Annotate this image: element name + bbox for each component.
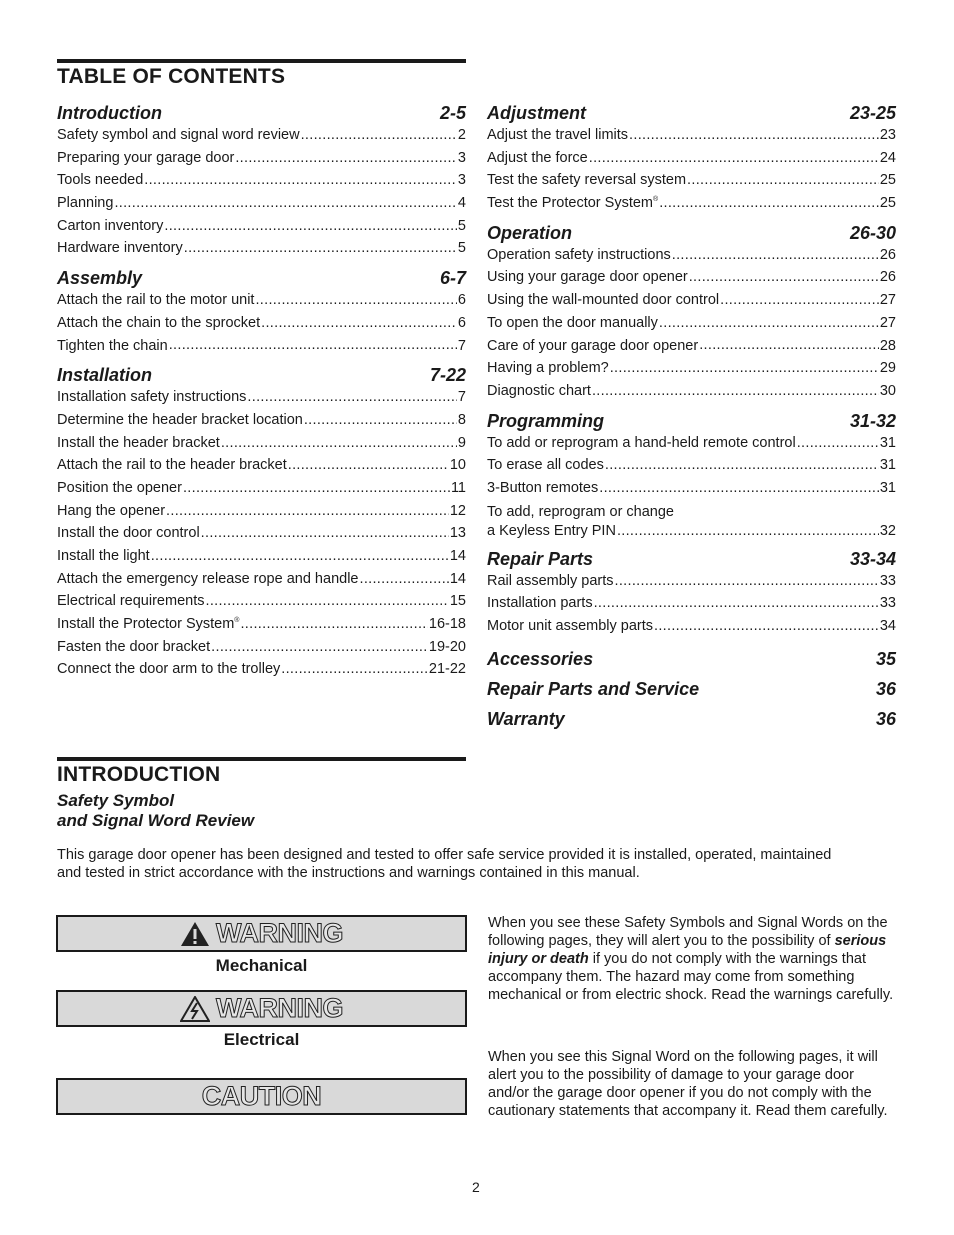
toc-leader-dots [151, 545, 449, 568]
toc-leader-dots [659, 312, 879, 335]
page-number: 2 [472, 1179, 480, 1195]
toc-left-column [57, 102, 466, 683]
toc-section-name: Installation [57, 365, 153, 386]
toc-entry-title [487, 357, 609, 380]
toc-entry-title-text: Attach the emergency release rope and handle [57, 570, 359, 587]
toc-entry-page: 8 [457, 411, 466, 428]
toc-section-pages: 2-5 [439, 103, 466, 123]
toc-section-name: Repair Parts [487, 548, 594, 569]
toc-entry[interactable] [57, 590, 466, 613]
intro-subtitle-line2: and Signal Word Review [57, 811, 255, 830]
toc-entry-page: 32 [879, 522, 896, 539]
toc-leader-dots [589, 147, 879, 170]
toc-entry-title [487, 477, 598, 500]
electric-shock-icon [180, 996, 210, 1022]
toc-entry-page: 4 [457, 195, 466, 212]
toc-entry-title [487, 289, 719, 312]
toc-section-heading[interactable] [487, 222, 896, 244]
toc-leader-dots [261, 312, 457, 335]
toc-entry-title [487, 380, 591, 403]
toc-entry-page: 7 [457, 389, 466, 406]
toc-entry[interactable] [57, 432, 466, 455]
toc-leader-dots [183, 477, 450, 500]
toc-leader-dots [255, 289, 456, 312]
toc-entry-page: 14 [449, 570, 466, 587]
toc-entry-page: 23 [879, 127, 896, 143]
toc-entry-page: 15 [449, 593, 466, 610]
toc-leader-dots [359, 568, 448, 591]
toc-entry-title [57, 312, 260, 335]
toc-leader-dots [144, 169, 457, 192]
toc-entry-page: 31 [879, 434, 896, 451]
toc-entry-title [57, 613, 239, 636]
toc-entry-title-text: Using the wall-mounted door control [487, 292, 720, 309]
toc-leader-dots [166, 500, 449, 523]
toc-entry-title-text: Attach the rail to the motor unit [57, 292, 255, 309]
toc-entry-page: 33 [879, 572, 896, 589]
toc-entry-title-text: Test the safety reversal system [487, 172, 687, 189]
toc-entry-title [487, 615, 653, 638]
toc-entry-title [57, 500, 165, 523]
toc-leader-dots [629, 124, 879, 147]
toc-entry-title [487, 454, 604, 477]
toc-entry-title [57, 568, 358, 591]
toc-leader-dots [594, 592, 879, 615]
toc-entry[interactable] [487, 615, 896, 638]
toc-section-pages: 23-25 [849, 103, 896, 123]
toc-entry[interactable] [57, 192, 466, 215]
toc-leader-dots [247, 386, 457, 409]
toc-entry-title [57, 477, 182, 500]
toc-section [487, 222, 896, 405]
toc-entry[interactable] [487, 503, 896, 541]
toc-entry[interactable] [57, 454, 466, 477]
toc-entry-title-text: Rail assembly parts [487, 572, 614, 589]
toc-entry[interactable] [487, 357, 896, 380]
toc-section-name: Repair Parts and Service [487, 678, 700, 699]
toc-section-name: Accessories [487, 648, 594, 669]
toc-entry-title-text: Install the light [57, 548, 150, 564]
toc-entry-title-text: To erase all codes [487, 457, 604, 474]
mechanical-label: Mechanical [215, 956, 308, 975]
toc-section [487, 102, 896, 217]
toc-leader-dots [689, 266, 879, 289]
toc-entry-title-text: Install the door control [57, 525, 200, 542]
toc-entry[interactable] [487, 266, 896, 289]
toc-section-name: Adjustment [487, 103, 586, 123]
toc-entry-title [487, 147, 588, 170]
toc-leader-dots [699, 335, 879, 358]
toc-entry-title [487, 592, 593, 615]
toc-entry-page: 10 [449, 457, 466, 474]
toc-entry[interactable] [57, 477, 466, 500]
toc-leader-dots [288, 454, 449, 477]
toc-section-heading[interactable] [57, 267, 466, 289]
toc-leader-dots [221, 432, 457, 455]
toc-entry[interactable] [57, 568, 466, 591]
toc-entry[interactable] [487, 570, 896, 593]
toc-leader-dots [672, 244, 879, 267]
toc-entry-page: 29 [879, 360, 896, 377]
caution-label: CAUTION [201, 1081, 322, 1111]
toc-section-pages: 35 [875, 648, 896, 669]
toc-entry-page: 25 [879, 172, 896, 189]
toc-entry-title [487, 312, 658, 335]
toc-section [487, 548, 896, 640]
toc-entry-title-text: Motor unit assembly parts [487, 618, 654, 634]
toc-entry-title-text: Test the Protector System [487, 195, 654, 212]
toc-entry-title-text: Position the opener [57, 479, 182, 496]
toc-entry-title [57, 386, 246, 409]
toc-entry-page: 25 [879, 195, 896, 212]
toc-section-heading[interactable] [487, 648, 896, 670]
toc-top-rule [57, 59, 466, 63]
toc-entry-page: 2 [457, 127, 466, 143]
toc-entry-title-text: Diagnostic chart [487, 382, 591, 399]
toc-entry-title-text: Safety symbol and signal word review [57, 127, 300, 143]
toc-entry-title-text: To add or reprogram a hand-held remote control [487, 434, 796, 451]
toc-leader-dots [281, 658, 428, 681]
toc-section [487, 410, 896, 543]
toc-entry[interactable] [487, 432, 896, 455]
warning-mechanical-label: WARNING [216, 918, 343, 948]
toc-entry-title [57, 636, 210, 659]
toc-entry[interactable] [487, 312, 896, 335]
toc-entry-title-text: Determine the header bracket location [57, 411, 303, 428]
toc-entry-title [487, 244, 671, 267]
intro-subtitle [57, 791, 254, 831]
toc-entry-title [57, 192, 113, 215]
explain-p1-emphasis: serious injury or death [488, 933, 887, 967]
toc-entry-page: 13 [449, 525, 466, 542]
toc-entry[interactable] [57, 289, 466, 312]
toc-entry-title-text: Attach the chain to the sprocket [57, 314, 261, 331]
toc-leader-dots [114, 192, 456, 215]
intro-title: INTRODUCTION [57, 763, 221, 786]
toc-section-name: Assembly [57, 268, 143, 289]
toc-entry-title [487, 124, 628, 147]
toc-entry[interactable] [57, 312, 466, 335]
toc-entry-title [487, 192, 658, 215]
toc-entry[interactable] [57, 658, 466, 681]
toc-entry-page: 6 [457, 314, 466, 331]
toc-entry-title-text: Hang the opener [57, 502, 166, 519]
toc-leader-dots [169, 335, 457, 358]
toc-leader-dots [617, 521, 879, 541]
toc-section-heading[interactable] [487, 678, 896, 700]
toc-entry-title [487, 266, 688, 289]
toc-entry[interactable] [487, 124, 896, 147]
toc-entry[interactable] [57, 545, 466, 568]
toc-entry-title-text: Care of your garage door opener [487, 337, 699, 354]
toc-section-pages: 31-32 [849, 410, 896, 431]
toc-entry-page: 34 [879, 618, 896, 634]
toc-entry-title-text: Hardware inventory [57, 240, 183, 257]
toc-entry-line2 [487, 521, 896, 541]
toc-leader-dots [164, 215, 457, 238]
warning-triangle-icon [180, 921, 210, 947]
warning-mechanical-box [56, 915, 467, 952]
toc-entry[interactable] [57, 335, 466, 358]
toc-entry[interactable] [487, 289, 896, 312]
intro-top-rule [57, 757, 466, 761]
toc-leader-dots [592, 380, 879, 403]
toc-entry-page: 27 [879, 292, 896, 309]
toc-section-heading[interactable] [487, 708, 896, 730]
toc-entry-page: 30 [879, 382, 896, 399]
warning-electrical-box [56, 990, 467, 1027]
toc-entry[interactable] [487, 335, 896, 358]
toc-entry-title [57, 215, 163, 238]
toc-leader-dots [211, 636, 428, 659]
toc-entry-page: 31 [879, 479, 896, 496]
toc-leader-dots [615, 570, 879, 593]
toc-leader-dots [201, 522, 449, 545]
toc-entry-page: 28 [879, 337, 896, 354]
toc-section-pages: 36 [875, 678, 896, 699]
toc-entry-page: 5 [457, 240, 466, 257]
toc-entry-page: 14 [449, 548, 466, 564]
toc-entry-title [57, 454, 287, 477]
toc-entry-title [487, 432, 796, 455]
toc-entry-title [57, 522, 200, 545]
registered-mark: ® [653, 196, 659, 204]
toc-entry-title [57, 237, 183, 260]
toc-entry[interactable] [487, 169, 896, 192]
toc-section-heading[interactable] [487, 410, 896, 432]
toc-section-pages: 36 [875, 708, 896, 729]
caution-box [56, 1078, 467, 1115]
toc-leader-dots [797, 432, 879, 455]
toc-entry[interactable] [57, 636, 466, 659]
toc-entry-title-text: Install the Protector System [57, 616, 235, 633]
toc-entry-title-text: Using your garage door opener [487, 269, 688, 286]
toc-entry-title [57, 169, 143, 192]
toc-entry-title [57, 545, 150, 568]
toc-entry-title-text: Installation parts [487, 595, 593, 612]
toc-entry-title-text: Fasten the door bracket [57, 638, 211, 655]
toc-leader-dots [240, 613, 427, 636]
toc-entry-title [57, 432, 220, 455]
toc-leader-dots [720, 289, 879, 312]
toc-entry[interactable] [57, 215, 466, 238]
toc-leader-dots [599, 477, 879, 500]
toc-section [487, 648, 896, 670]
toc-entry-page: 31 [879, 457, 896, 474]
toc-entry[interactable] [57, 169, 466, 192]
electrical-label: Electrical [223, 1030, 300, 1049]
toc-entry-title [57, 658, 280, 681]
toc-entry[interactable] [487, 454, 896, 477]
warning-electrical-label: WARNING [216, 993, 343, 1023]
toc-section-pages: 26-30 [849, 222, 896, 243]
toc-section [57, 364, 466, 683]
toc-entry-page: 33 [879, 595, 896, 612]
toc-leader-dots [184, 237, 457, 260]
toc-leader-dots [235, 147, 457, 170]
toc-section [57, 102, 466, 262]
toc-entry[interactable] [487, 147, 896, 170]
toc-section-pages: 6-7 [439, 268, 466, 289]
toc-entry-title-text: Electrical requirements [57, 593, 205, 610]
toc-section-heading[interactable] [57, 102, 466, 124]
toc-entry-title-text: Tools needed [57, 172, 144, 189]
toc-leader-dots [659, 192, 879, 215]
toc-entry-page: 5 [457, 217, 466, 234]
intro-subtitle-line1: Safety Symbol [57, 791, 175, 810]
toc-entry[interactable] [57, 522, 466, 545]
toc-entry[interactable] [57, 237, 466, 260]
toc-entry-title-line1: To add, reprogram or change [487, 503, 674, 520]
toc-entry-title-text: Adjust the travel limits [487, 127, 629, 143]
toc-entry[interactable] [57, 409, 466, 432]
toc-entry[interactable] [57, 147, 466, 170]
toc-entry-page: 26 [879, 269, 896, 286]
toc-entry[interactable] [57, 613, 466, 636]
registered-mark: ® [234, 617, 240, 625]
toc-section-name: Programming [487, 410, 605, 431]
toc-entry-title-text: Planning [57, 195, 114, 212]
toc-section-name: Warranty [487, 708, 565, 729]
toc-entry[interactable] [487, 244, 896, 267]
toc-right-column [487, 102, 896, 730]
explain-paragraph-1 [488, 914, 898, 1004]
toc-section-heading[interactable] [57, 364, 466, 386]
toc-entry-title [57, 147, 234, 170]
toc-entry-page: 24 [879, 149, 896, 166]
toc-section-heading[interactable] [487, 548, 896, 570]
explain-p1-start: When you see these Safety Symbols and Signal Words on the following pages, they will alert you to the possibility of [488, 915, 888, 949]
toc-section-name: Introduction [57, 103, 162, 123]
toc-entry-title [57, 289, 254, 312]
toc-leader-dots [205, 590, 448, 613]
toc-entry-title-text: 3-Button remotes [487, 479, 599, 496]
toc-entry-page: 3 [457, 149, 466, 166]
toc-entry-page: 12 [449, 502, 466, 519]
toc-entry-page: 7 [457, 337, 466, 354]
toc-entry[interactable] [57, 124, 466, 147]
toc-entry-title-text: Operation safety instructions [487, 246, 671, 263]
toc-section [57, 267, 466, 359]
toc-entry-title-text: Tighten the chain [57, 337, 168, 354]
toc-entry-page: 11 [450, 479, 466, 496]
toc-entry-title-text: Install the header bracket [57, 434, 220, 451]
toc-entry-title [487, 169, 686, 192]
explain-p1-end: if you do not comply with the warnings that accompany them. The hazard may come from something mechanical or from electric shock. Read the warnings carefully. [488, 951, 894, 1003]
toc-entry-title-line2: a Keyless Entry PIN [487, 522, 616, 539]
toc-entry-title [487, 570, 614, 593]
toc-entry-title [57, 335, 168, 358]
toc-entry[interactable] [57, 386, 466, 409]
toc-section-pages: 33-34 [849, 548, 896, 569]
toc-leader-dots [687, 169, 879, 192]
toc-entry-title-text: Preparing your garage door [57, 149, 235, 166]
toc-entry[interactable] [487, 592, 896, 615]
toc-entry[interactable] [487, 192, 896, 215]
toc-entry[interactable] [57, 500, 466, 523]
toc-entry-title-text: Adjust the force [487, 149, 588, 166]
toc-entry[interactable] [487, 477, 896, 500]
toc-entry-title-text: Installation safety instructions [57, 389, 247, 406]
toc-entry-title-text: Carton inventory [57, 217, 164, 234]
toc-entry-title [57, 409, 303, 432]
toc-leader-dots [610, 357, 879, 380]
toc-title: TABLE OF CONTENTS [57, 65, 286, 88]
toc-section [487, 708, 896, 730]
toc-section-pages: 7-22 [429, 365, 466, 386]
explain-paragraph-2: When you see this Signal Word on the following pages, it will alert you to the possibility of damage to your garage door and/or the garage door opener if you do not comply with the cautionary statements that accompany it. Read them carefully. [488, 1049, 888, 1119]
toc-section-name: Operation [487, 222, 573, 243]
toc-entry-title-text: Connect the door arm to the trolley [57, 661, 281, 678]
toc-entry-page: 16-18 [428, 616, 466, 633]
toc-entry-page: 6 [457, 292, 466, 309]
toc-section [487, 678, 896, 700]
toc-entry-page: 19-20 [428, 638, 466, 655]
toc-entry-page: 21-22 [428, 661, 466, 678]
toc-entry-title [57, 590, 204, 613]
intro-body: This garage door opener has been designed and tested to offer safe service provided it is installed, operated, maintained and tested in strict accordance with the instructions and warnings contained in this manual. [57, 847, 832, 881]
toc-leader-dots [654, 615, 879, 638]
toc-entry-title-text: Attach the rail to the header bracket [57, 457, 287, 474]
toc-entry-title-text: Having a problem? [487, 360, 609, 377]
toc-entry-page: 3 [457, 172, 466, 189]
toc-entry-page: 27 [879, 314, 896, 331]
toc-entry-title [57, 124, 300, 147]
toc-leader-dots [301, 124, 457, 147]
toc-entry[interactable] [487, 380, 896, 403]
toc-leader-dots [304, 409, 457, 432]
toc-leader-dots [605, 454, 879, 477]
toc-section-heading[interactable] [487, 102, 896, 124]
toc-entry-page: 9 [457, 434, 466, 451]
toc-entry-title [487, 335, 698, 358]
toc-entry-title-text: To open the door manually [487, 314, 658, 331]
toc-entry-page: 26 [879, 246, 896, 263]
